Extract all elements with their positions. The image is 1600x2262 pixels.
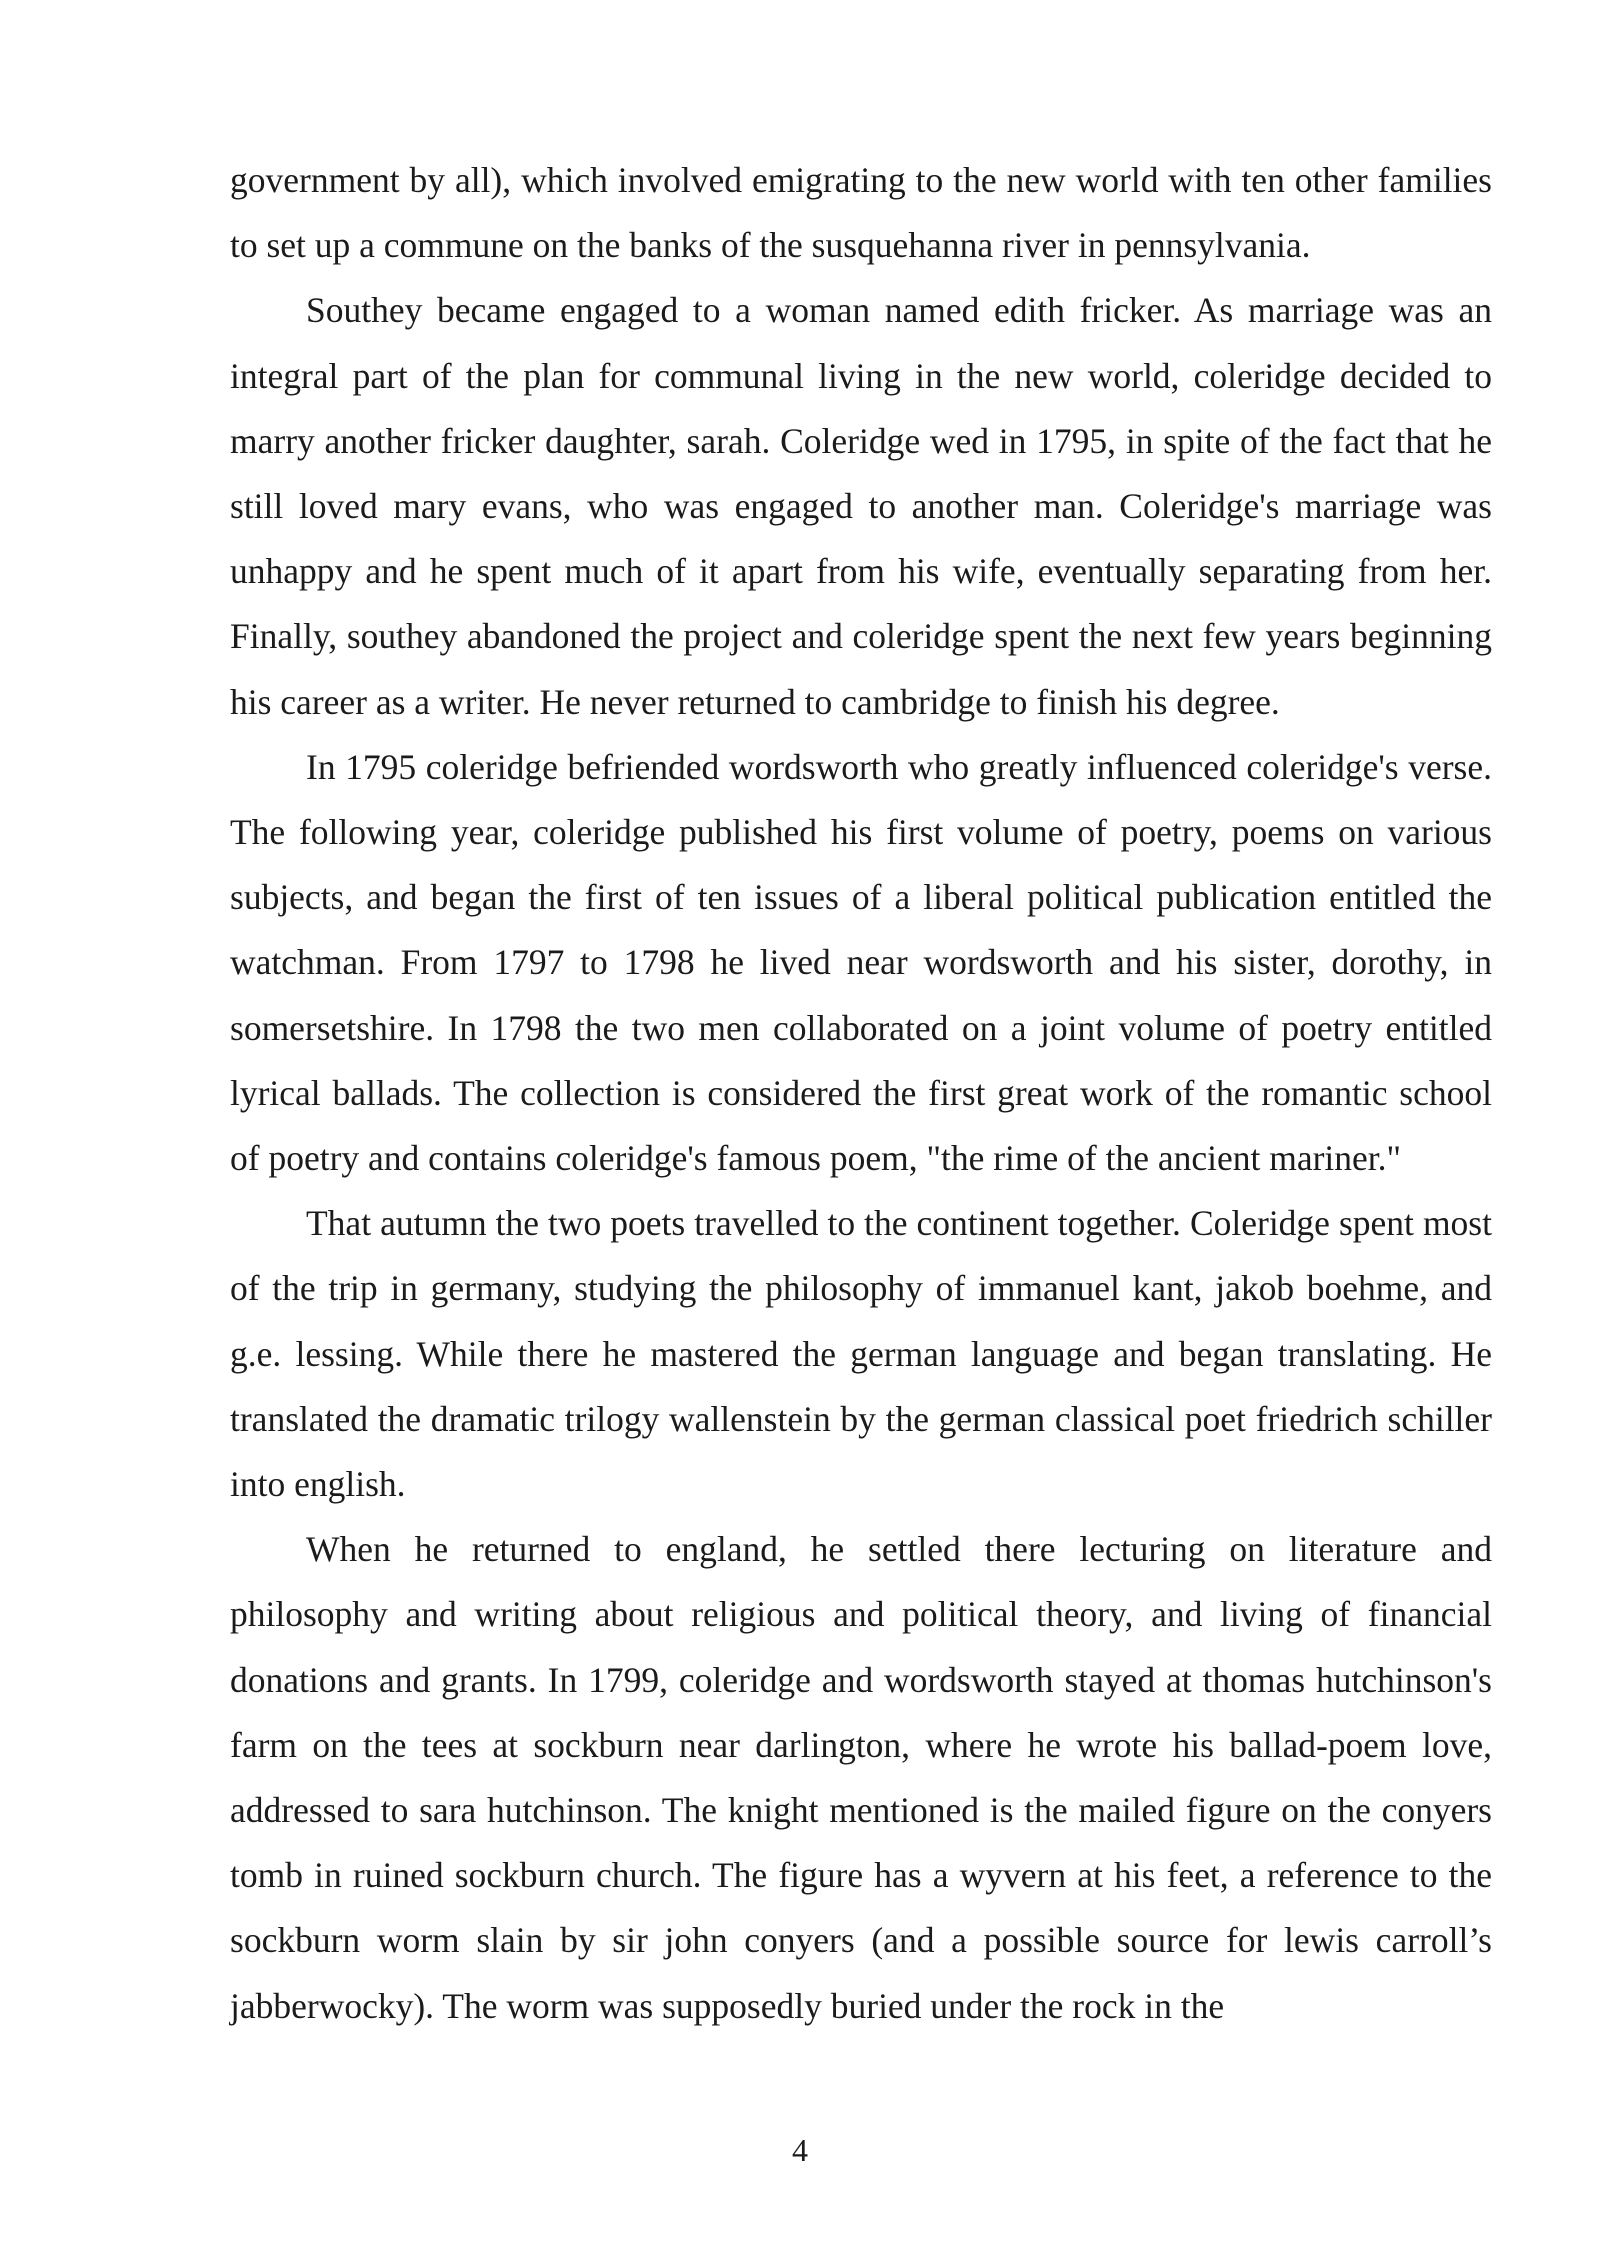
- body-text: [230, 148, 1492, 2039]
- paragraph-continuation: government by all), which involved emigrating to the new world with ten other families to set up a commune on the banks of the susquehanna river in pennsylvania.: [230, 160, 1492, 266]
- paragraph-southey-engagement: Southey became engaged to a woman named edith fricker. As marriage was an integral part of the plan for communal living in the new world, coleridge decided to marry another fricker daughter, sarah. Coleridge wed in 1795, in spite of the fact that he still loved mary evans, who was engaged to another man. Coleridge's marriage was unhappy and he spent much of it apart from his wife, eventually separating from her. Finally, southey abandoned the project and coleridge spent the next few years beginning his career as a writer. He never returned to cambridge to finish his degree.: [230, 290, 1492, 722]
- paragraph-wordsworth-friendship: In 1795 coleridge befriended wordsworth who greatly influenced coleridge's verse. The following year, coleridge published his first volume of poetry, poems on various subjects, and began the first of ten issues of a liberal political publication entitled the watchman. From 1797 to 1798 he lived near wordsworth and his sister, dorothy, in somersetshire. In 1798 the two men collaborated on a joint volume of poetry entitled lyrical ballads. The collection is considered the first great work of the romantic school of poetry and contains coleridge's famous poem, "the rime of the ancient mariner.": [230, 746, 1492, 1179]
- paragraph-continent-travel: That autumn the two poets travelled to the continent together. Coleridge spent most of the trip in germany, studying the philosophy of immanuel kant, jakob boehme, and g.e. lessing. While there he mastered the german language and began translating. He translated the dramatic trilogy wallenstein by the german classical poet friedrich schiller into english.: [230, 1203, 1492, 1505]
- paragraph-return-to-england: When he returned to england, he settled there lecturing on literature and philosophy and writing about religious and political theory, and living of financial donations and grants. In 1799, coleridge and wordsworth stayed at thomas hutchinson's farm on the tees at sockburn near darlington, where he wrote his ballad-poem love, addressed to sara hutchinson. The knight mentioned is the mailed figure on the conyers tomb in ruined sockburn church. The figure has a wyvern at his feet, a reference to the sockburn worm slain by sir john conyers (and a possible source for lewis carroll’s jabberwocky). The worm was supposedly buried under the rock in the: [230, 1529, 1492, 2026]
- page-number: 4: [792, 2132, 808, 2168]
